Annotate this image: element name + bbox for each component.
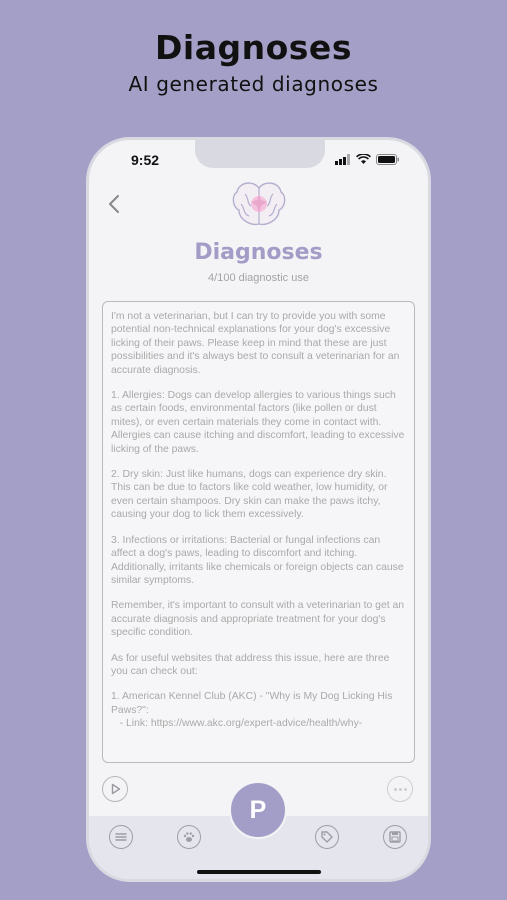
- page-title: Diagnoses: [194, 240, 323, 265]
- paw-icon[interactable]: [177, 825, 201, 849]
- play-button[interactable]: [102, 776, 128, 802]
- play-icon: [103, 777, 127, 801]
- more-dot-icon: [394, 788, 397, 791]
- save-icon[interactable]: [383, 825, 407, 849]
- usage-counter: 4/100 diagnostic use: [208, 272, 309, 284]
- menu-lines-icon: [110, 826, 132, 848]
- phone-frame: [86, 137, 431, 882]
- diagnosis-paragraph: As for useful websites that address this issue, here are three you can check out:: [111, 652, 393, 677]
- diagnosis-paragraph: Remember, it's important to consult with a veterinarian to get an accurate diagnosis and appropriate treatment for your dog's specific condition.: [111, 600, 407, 639]
- app-screen: [89, 140, 428, 879]
- more-button[interactable]: [387, 776, 413, 802]
- status-time: 9:52: [131, 152, 160, 168]
- battery-icon: [376, 154, 400, 165]
- back-chevron-icon[interactable]: [105, 192, 125, 216]
- notch: [195, 140, 325, 168]
- wifi-icon: [356, 154, 371, 165]
- paw-print-icon: [178, 826, 200, 848]
- home-indicator: [197, 870, 321, 874]
- diagnosis-paragraph: 1. Allergies: Dogs can develop allergies to various things such as certain foods, environmental factors (like pollen or dust mites), or even certain materials they come in contact with. Allergies can cause itching and discomfort, leading to excessive licking of the paws.: [111, 390, 408, 455]
- floppy-disk-icon: [384, 826, 406, 848]
- diagnosis-paragraph: 1. American Kennel Club (AKC) - "Why is My Dog Licking His Paws?": - Link: https://www.akc.org/expert-advice/health/why-: [111, 691, 393, 730]
- diagnosis-paragraph: 3. Infections or irritations: Bacterial or fungal infections can affect a dog's paws, leading to discomfort and itching. Additionally, irritants like chemicals or foreign objects can cause similar symptoms.: [111, 534, 407, 586]
- tag-icon[interactable]: [315, 825, 339, 849]
- more-dot-icon: [404, 788, 407, 791]
- profile-button[interactable]: P: [229, 781, 287, 839]
- menu-icon[interactable]: [109, 825, 133, 849]
- diagnosis-paragraph: 2. Dry skin: Just like humans, dogs can experience dry skin. This can be due to factors like cold weather, low humidity, or even certain shampoos. Dry skin can make the paws itchy, causing your dog to lick them excessively.: [111, 469, 391, 521]
- price-tag-icon: [316, 826, 338, 848]
- signal-icon: [335, 154, 351, 165]
- brain-logo-icon: [231, 180, 287, 230]
- status-icons: [335, 154, 400, 165]
- promo-title: Diagnoses: [155, 28, 352, 67]
- more-dot-icon: [399, 788, 402, 791]
- diagnosis-text-area[interactable]: [102, 301, 415, 763]
- promo-subtitle: AI generated diagnoses: [128, 72, 379, 96]
- diagnosis-paragraph: I'm not a veterinarian, but I can try to provide you with some potential non-technical explanations for your dog's excessive licking of their paws. Please keep in mind that these are just possibilities and it's always best to consult a veterinarian for an accurate diagnosis.: [111, 311, 403, 376]
